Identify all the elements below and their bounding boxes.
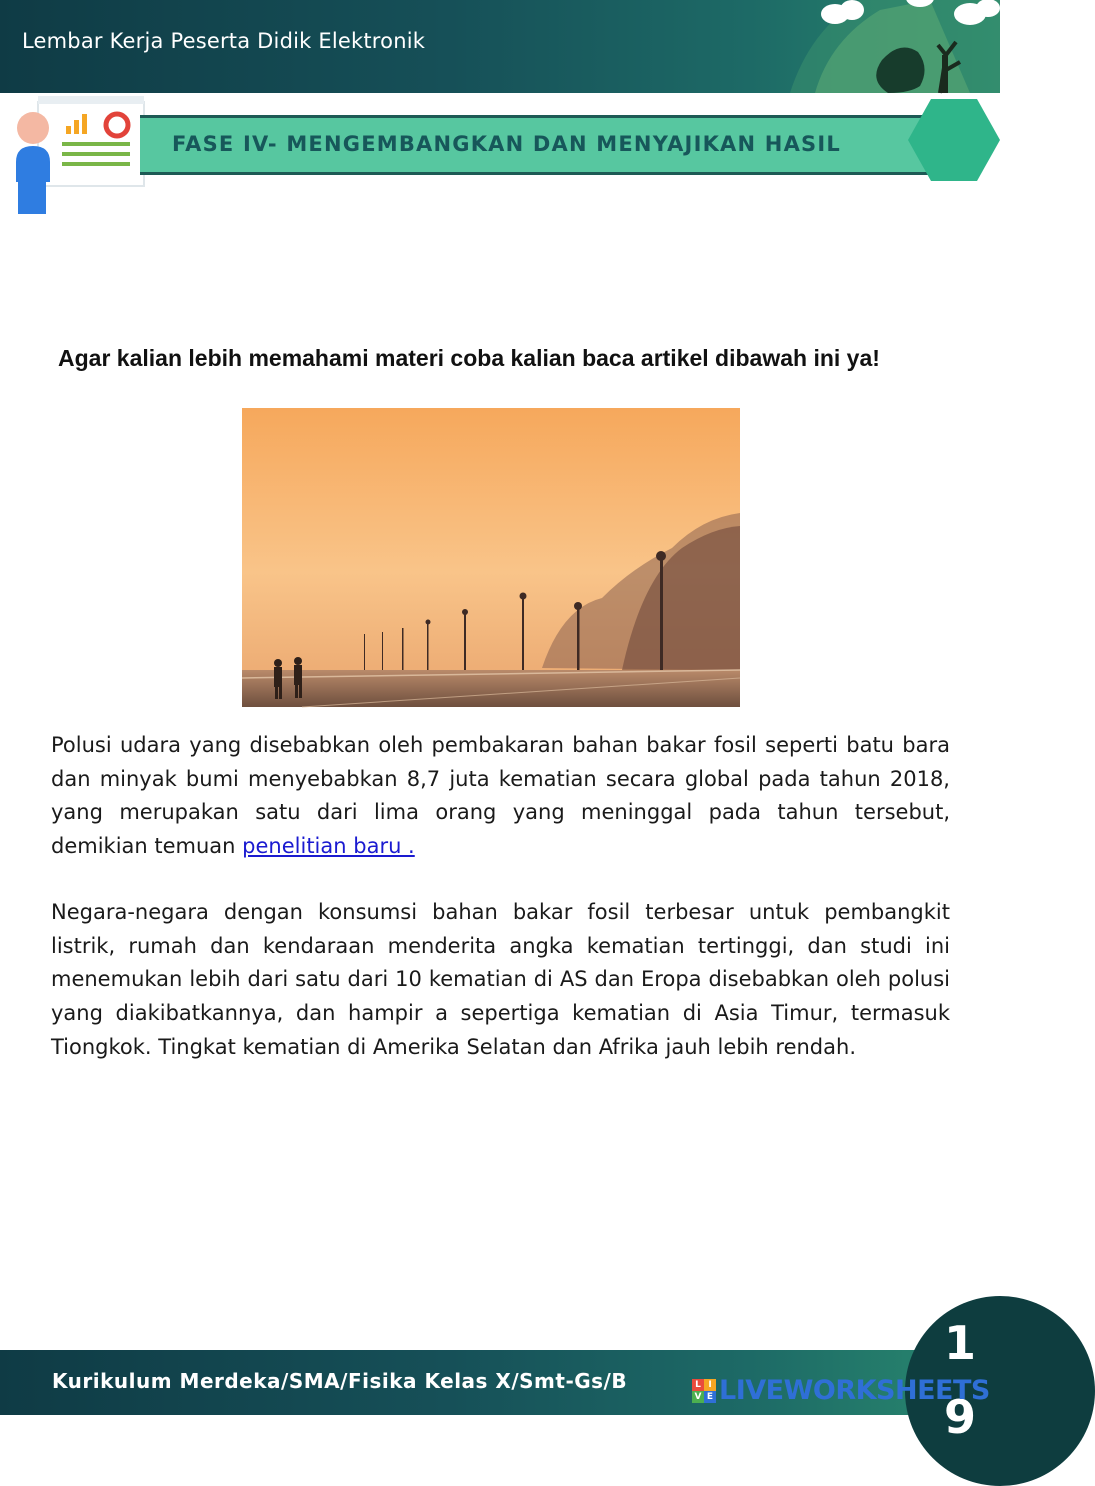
curriculum-label: Kurikulum Merdeka/SMA/Fisika Kelas X/Smt-Gs/B [52, 1369, 628, 1393]
phase-title: FASE IV- MENGEMBANGKAN DAN MENYAJIKAN HASIL [172, 132, 841, 156]
smog-photo [242, 408, 740, 707]
header-bar [0, 0, 1000, 93]
article-paragraph-2: Negara-negara dengan konsumsi bahan bakar fosil terbesar untuk pembangkit listrik, rumah dan kendaraan menderita angka kematian tertinggi, dan studi ini menemukan lebih dari satu dari 10 kematian di AS dan Eropa disebabkan oleh polusi yang diakibatkannya, dan hampir a sepertiga kematian di Asia Timur, termasuk Tiongkok. Tingkat kematian di Amerika Selatan dan Afrika jauh lebih rendah. [51, 900, 950, 1059]
research-link[interactable]: penelitian baru . [242, 834, 415, 859]
hexagon-icon [908, 99, 1000, 181]
page-number: 1 [944, 1316, 977, 1370]
worksheet-title: Lembar Kerja Peserta Didik Elektronik [22, 29, 426, 53]
logo-letter: V [692, 1391, 704, 1403]
presenter-chart-icon [8, 96, 148, 216]
liveworksheets-wordmark: LIVEWORKSHEETS [719, 1375, 990, 1406]
logo-letter: E [704, 1391, 716, 1403]
article-paragraph-1 [51, 729, 950, 864]
logo-letter: I [704, 1379, 716, 1391]
intro-heading: Agar kalian lebih memahami materi coba kalian baca artikel dibawah ini ya! [58, 345, 880, 371]
page-number-next-digit: 9 [944, 1390, 977, 1444]
phase-banner [140, 115, 940, 175]
logo-letter: L [692, 1379, 704, 1391]
article-paragraph-1-text: Polusi udara yang disebabkan oleh pembakaran bahan bakar fosil seperti batu bara dan minyak bumi menyebabkan 8,7 juta kematian secara global pada tahun 2018, yang merupakan satu dari lima orang yang meninggal pada tahun tersebut, demikian temuan [51, 733, 950, 859]
tree-decoration-icon [770, 0, 1000, 93]
liveworksheets-logo[interactable] [692, 1374, 990, 1408]
liveworksheets-mark-icon [692, 1379, 716, 1403]
